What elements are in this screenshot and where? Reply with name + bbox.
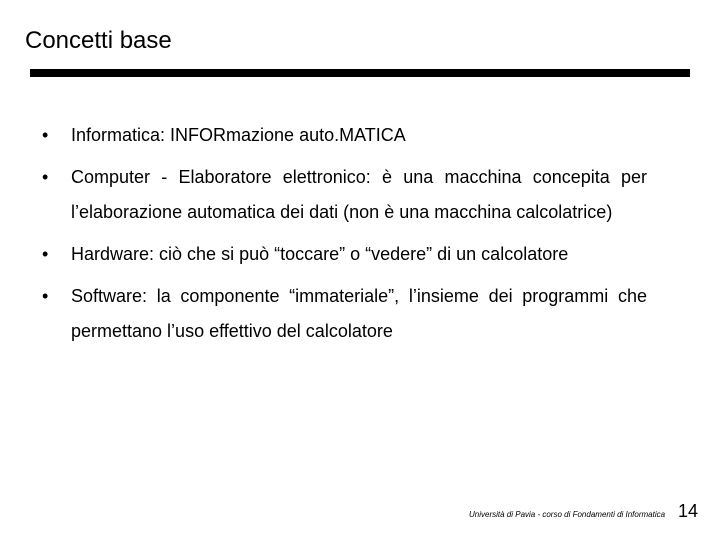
bullet-icon: • xyxy=(42,167,49,187)
bullet-item xyxy=(42,118,647,153)
bullet-icon: • xyxy=(42,286,49,306)
bullet-list xyxy=(42,118,647,349)
bullet-text: Hardware: ciò che si può “toccare” o “vedere” di un calcolatore xyxy=(71,244,569,264)
bullet-item xyxy=(42,279,647,349)
bullet-text: Software: la componente “immateriale”, l’insieme dei programmi che permettano l’uso effettivo del calcolatore xyxy=(71,286,647,341)
bullet-item xyxy=(42,160,647,230)
title-divider xyxy=(30,69,690,77)
slide-title: Concetti base xyxy=(25,27,172,54)
bullet-icon: • xyxy=(42,125,49,145)
bullet-text: Computer - Elaboratore elettronico: è una macchina concepita per l’elaborazione automatica dei dati (non è una macchina calcolatrice) xyxy=(71,167,647,222)
bullet-item xyxy=(42,237,647,272)
footer-text: Università di Pavia - corso di Fondamenti di Informatica xyxy=(469,510,666,519)
bullet-icon: • xyxy=(42,244,49,264)
bullet-text: Informatica: INFORmazione auto.MATICA xyxy=(71,125,406,145)
page-number: 14 xyxy=(678,501,699,521)
